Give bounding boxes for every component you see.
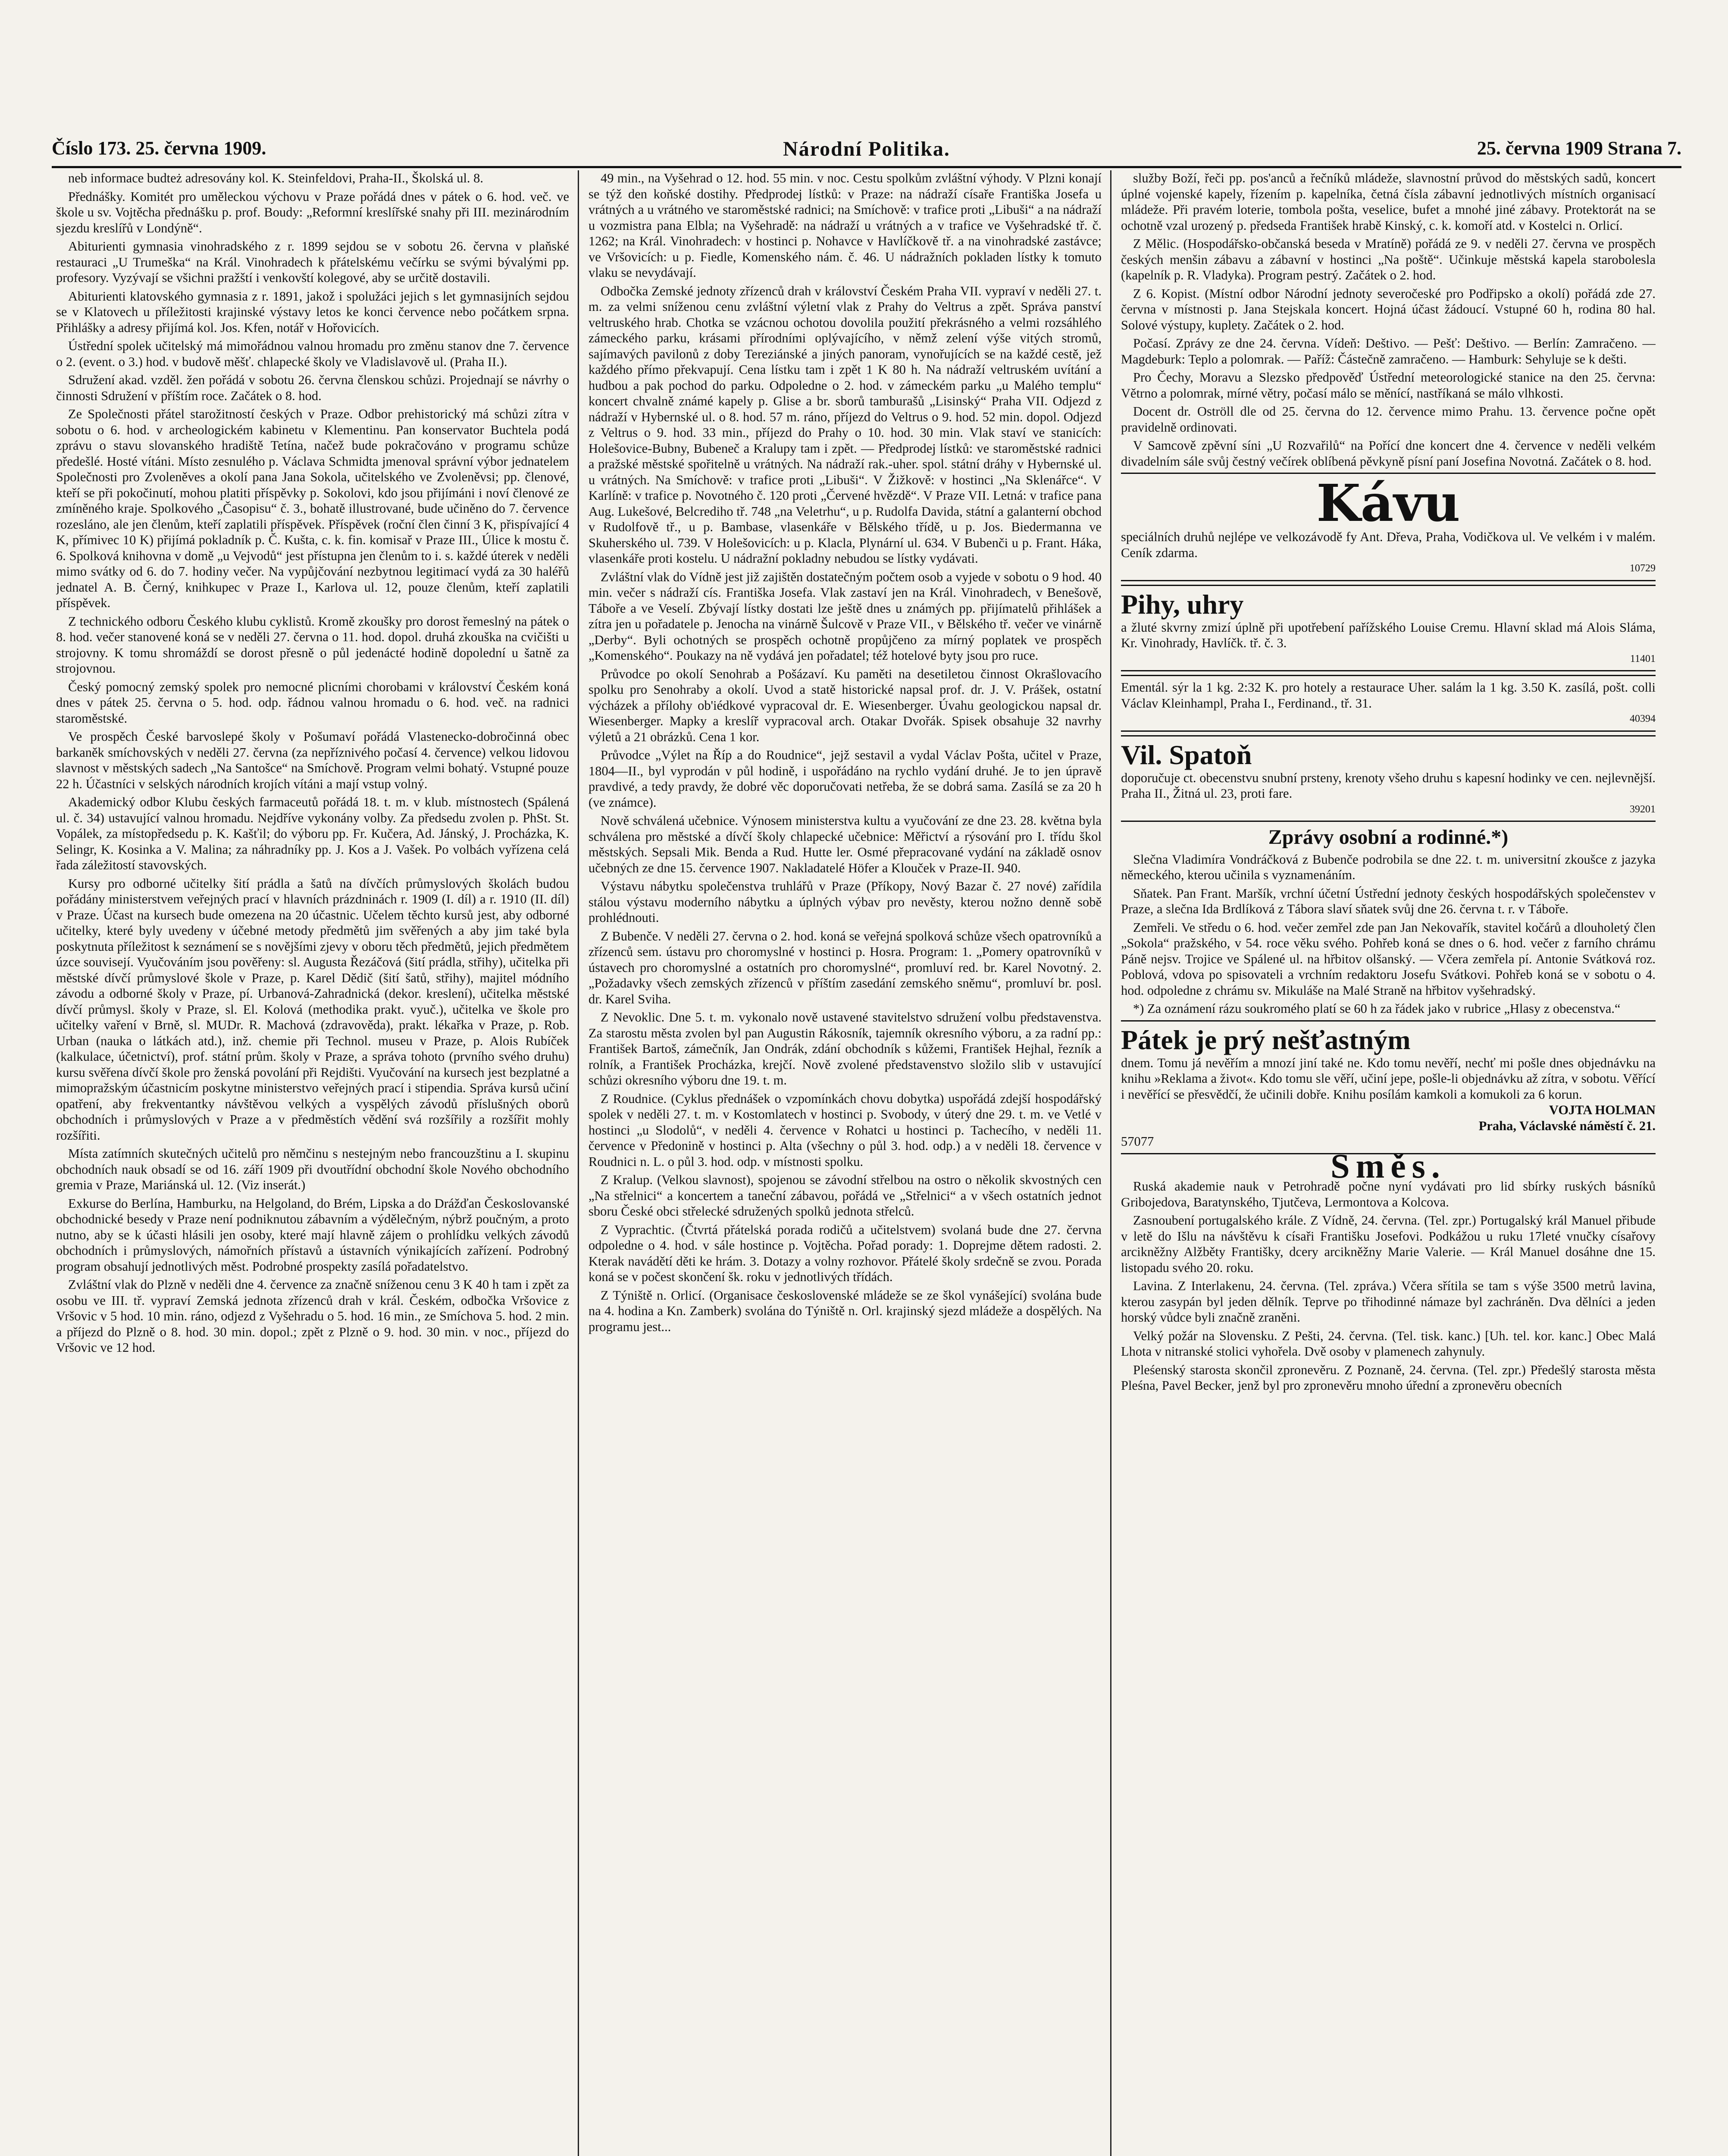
header-rule <box>52 166 1681 168</box>
ad-text: doporučuje ct. obecenstvu snubní prsteny, krenoty všeho druhu s kapesní hodinky ve cen. nejlevnější. Praha II., Žitná ul. 23, proti fare. <box>1121 770 1656 801</box>
notice: Kursy pro odborné učitelky šití prádla a šatů na dívčích průmyslových školách budou pořádány ministerstvem veřejných prací v hlavních prázdninách r. 1909 (I. díl) a r. 1910 (II. díl) v Praze. Účast na kursech bude omezena na 20 účastnic. Učelem těchto kursů jest, aby odborné učitelky, které byly uvedeny v účebné metody předmětů jim svěřených a aby jim také byla poskytnuta příležitost k seznámení se s novějšími zjevy v oboru těch předmětů, jejich předmětem úzce souvisejí. Vyučováním jsou pověřeny: sl. Augusta Řezáčová (šití prádla, střihy), učitelka při městské dívčí průmyslové škole v Praze, p. Karel Dědič (šití šatů, střihy), majitel módního závodu a odborné školy v Praze, pí. Urbanová-Zahradnická (dekor. kreslení), učitelka městské dívčí průmysl. školy v Praze, sl. El. Kolová (methodika prakt. vyuč.), učitelka ve škole pro učitelky vaření v Brně, sl. MUDr. R. Machová (zdravověda), prakt. lékařka v Praze, p. Rob. Urban (nauka o látkách atd.), inž. chemie při Technol. museu v Praze, p. Alois Rubíček (kalkulace, účetnictví), prof. státní prům. školy v Praze, a správa tohoto (prvního svého druhu) kursu svěřena dívčí škole pro ženská povolání při Rejdišti. Vyučování na kursech jest bezplatné a mimopražským účastnicím poskytne ministerstvo veřejných prací i stipendia. Správa kursů učiní opatření, aby frekventantky návštěvou velkých a vyspělých závodů příslušných oborů obchodních i průmyslových v Praze a v předměstích vědění svá rozšířily a rozšířit mohly rozšířiti. <box>56 876 569 1143</box>
advertisement-patek <box>1121 1020 1656 1154</box>
notice: 49 min., na Vyšehrad o 12. hod. 55 min. v noc. Cestu spolkům zvláštní výhody. V Plzni konají se týž den koňské dostihy. Předprodej lístků: v Praze: na nádraží císaře Františka Josefa u vrátných a u vrátného ve staroměstské radnici; na Smíchově: v trafice proti „Libuši“ a na nádraží u vozmistra pana Elbla; na Vyšehradě: na nádraží u vrátných a v trafice ve Vyšehradské tř. č. 1262; na Král. Vinohradech: v hostinci p. Nohavce v Havlíčkově tř. a na vinohradské zastávce; ve Vršovicích: u p. Fiedle, Komenského nám. č. 46. U nádražních pokladen lístky k tomuto vlaku se nevydávají. <box>589 171 1102 280</box>
notice: Ruská akademie nauk v Petrohradě počne nyní vydávati pro lid sbírky ruských básníků Gribojedova, Baratynského, Tjutčeva, Lermontova a Kolcova. <box>1121 1179 1656 1210</box>
notice: Docent dr. Oströll dle od 25. června do 12. července mimo Prahu. 13. července počne opět pravidelně ordinovati. <box>1121 404 1656 435</box>
notice: Přednášky. Komitét pro uměleckou výchovu v Praze pořádá dnes v pátek o 6. hod. več. ve škole u sv. Vojtěcha přednášku p. prof. Boudy: „Reformní kreslířské snahy při III. mezinárodním sjezdu kreslířů v Londýně“. <box>56 189 569 235</box>
notice: Z Vyprachtic. (Čtvrtá přátelská porada rodičů a učitelstvem) svolaná bude dne 27. června odpoledne o 4. hod. v sále hostince p. Vojtěcha. Pořad porady: 1. Doprejme dětem radosti. 2. Kterak navádětí děti ke hrám. 3. Dotazy a volny rozhovor. Přátelé školy srdečně se zvou. Porada koná se v počest skončení šk. roku v jednotlivých třídách. <box>589 1222 1102 1284</box>
column-1 <box>56 170 569 2156</box>
notice: Pleśenský starosta skončil zpronevěru. Z Poznaně, 24. června. (Tel. zpr.) Předešlý starosta města Pleśna, Pavel Becker, jenž byl pro zpronevěru mnoho úřední a zpronevěru obecních <box>1121 1362 1656 1393</box>
notice: Z Mělic. (Hospodářsko-občanská beseda v Mratíně) pořádá ze 9. v neděli 27. června ve prospěch českých menšin zábavu a zábavní v hostinci „Na poště“. Učinkuje městská kapela starobolesla (kapelník p. R. Vladyka). Program pestrý. Začátek o 2. hod. <box>1121 236 1656 282</box>
notice: V Samcově zpěvní síni „U Rozvařilů“ na Pořící dne koncert dne 4. července v neděli velkém divadelním sále svůj čestný večírek oblíbená pěvkyně písní paní Josefina Novotná. Začátek o 8. hod. <box>1121 438 1656 469</box>
notice: Průvodce po okolí Senohrab a Pošázaví. Ku paměti na desetiletou činnost Okrašlovacího spolku pro Senohraby a okolí. Uvod a statě historické napsal prof. dr. J. V. Prášek, ostatní výcházek a přílohy ob'iédkové vypracoval dr. E. Wiesenberger. Úvahu geologickou napsal dr. Wiesenberger. Mapky a kreslíř vypracoval arch. Otakar Dvořák. Spisek obsahuje 32 navrhy výletů a 21 obrázků. Cena 1 kor. <box>589 666 1102 744</box>
notice: Velký požár na Slovensku. Z Pešti, 24. června. (Tel. tisk. kanc.) [Uh. tel. kor. kanc.] Obec Malá Lhota v nitranské stolici vyhořela. Dvě osoby v plamenech zahynuly. <box>1121 1328 1656 1359</box>
notice: Z Nevoklic. Dne 5. t. m. vykonalo nově ustavené stavitelstvo sdružení volbu představenstva. Za starostu města zvolen byl pan Augustin Rákosník, tajemník okresního výboru, a za radní pp.: František Bartoš, zámečník, Jan Ondrák, zdání obchodník s kůžemi, František Hejhal, řezník a rolník, a František Procházka, krejčí. Nově zvolené představenstvo složilo slib v ustavující schůzi okresního výboru dne 19. t. m. <box>589 1010 1102 1087</box>
footnote: *) Za oznámení rázu soukromého platí se 60 h za řádek jako v rubrice „Hlasy z obecenstva.“ <box>1133 1001 1621 1016</box>
ad-headline: Kávu <box>1316 473 1460 533</box>
notice: Z Bubenče. V neděli 27. června o 2. hod. koná se veřejná spolková schůze všech opatrovníků a zřízenců sem. ústavu pro choromyslné v hostinci p. Hosra. Program: 1. „Pomery opatrovníků v ústavech pro choromyslné a ostatních pro choromyslné“, promluví red. br. Karel Novotný. 2. „Požadavky všech zemských zřízenců v příštím zasedání zemského sněmu“, promluví br. posl. dr. Karel Sviha. <box>589 928 1102 1006</box>
notice: Slečna Vladimíra Vondráčková z Bubenče podrobila se dne 22. t. m. universitní zkoušce z jazyka německého, kterou učinila s vyznamenáním. <box>1121 852 1656 882</box>
notice: Nově schválená učebnice. Výnosem ministerstva kultu a vyučování ze dne 23. 28. května byla schválena pro městské a dívčí školy chlapecké učebnice: Měřictví a rýsování pro I. třídu škol městských. Sepsali Mik. Benda a Rud. Hutte ler. Osmé přepracované vydání na základě osnov učebných ze dne 15. července 1907. Nakladatelé Höfer a Klouček v Praze-II. 940. <box>589 813 1102 875</box>
ad-headline: Pihy, uhry <box>1121 589 1244 620</box>
column-2 <box>589 170 1102 2156</box>
notice: Ze Společnosti přátel starožitností českých v Praze. Odbor prehistorický má schůzi zítra v sobotu o 6. hod. v archeologickém kabinetu v Klementinu. Pan konservator Buchtela podá zprávu o stavu slovanského hradiště Tetína, načež bude pokračováno v programu schůze předešlé. Hosté vítáni. Místo zesnulého p. Václava Schmidta jmenoval správní výbor jednatelem Společnosti pro Zvoleněves a okolí pana Jana Sokola, učitelského ve Zvoleněvsi; pp. členové, kteří se při pokočinutí, mohou platiti příspěvky p. Sokolovi, kdo jsou přijímáni i noví členové ze zmíněného kraje. Spolkového „Časopisu“ č. 3., bohatě illustrované, bude učiněno do 7. července rozesláno, ale jen členům, kteří zaplatili příspěvek. Příspěvek (roční člen činní 3 K, přispívající 4 K, přímivec 10 K) přijímá pokladník p. Č. Kušta, c. k. fin. komisař v Praze III., Úlice k mostu č. 6. Spolková knihovna v domě „u Vejvodů“ jest přístupna jen členům to i. s. každé úterek v neděli mimo svátky od 6. do 7. hodiny večer. Na vypůjčování nezbytnou legitimací vydá za 30 haléřů jednatel A. B. Černý, knihkupec v Praze I., Karlova ul. 12, pouze členům, kteří zaplatili příspěvek. <box>56 407 569 610</box>
section-heading-miscellany: Směs. <box>1330 1147 1446 1185</box>
notice: Abiturienti gymnasia vinohradského z r. 1899 sejdou se v sobotu 26. června v plaňské restauraci „U Trumeška“ na Král. Vinohradech k přátelskému večírku se svými bývalými pp. profesory. Vyzývají se všichni pražští i venkovští kolegové, aby se určitě dostavili. <box>56 239 569 285</box>
notice: Zvláštní vlak do Plzně v neděli dne 4. července za značně sníženou cenu 3 K 40 h tam i zpět za osobu ve III. tř. vypraví Zemská jednota zřízenců drah v král. Českém, odbočka Vršovice z Vršovic v 5 hod. 10 min. ráno, odjezd z Vyšehradu o 5. hod. 16 min., ze Smíchova 5. hod. 2 min. a příjezd do Plzně o 8. hod. 30 min. dopol.; zpět z Plzně o 9. hod. 30 min. v noc., příjezd do Vršovic ve 12 hod. <box>56 1277 569 1355</box>
ad-number: 11401 <box>1630 653 1656 664</box>
notice: Ve prospěch České barvoslepé školy v Pošumaví pořádá Vlastenecko-dobročinná obec barkaněk smíchovských v neděli 27. června (za nepříznivého počasí 4. července) velkou lidovou slavnost v městských sadech „Na Santošce“ na Smíchově. Program velmi bohatý. Vstupné pouze 22 h. Účastníci v selských národních krojích vítáni a mají vstup volný. <box>56 729 569 791</box>
notice: Český pomocný zemský spolek pro nemocné plicními chorobami v království Českém koná dnes v pátek 25. června o 5. hod. odp. řádnou valnou hromadu o 6. hod. več. na radnici staroměstské. <box>56 679 569 726</box>
advertisement-spaton <box>1121 735 1656 822</box>
notice: služby Boží, řeči pp. pos'anců a řečníků mládeže, slavnostní průvod do městských sadů, koncert úplné vojenské kapely, řízením p. kapelníka, četná čísla zábavní jednotlivých místních organisací mládeže. Při pravém loterie, tombola pošta, veselice, bufet a mnohé jiné zábavy. Protektorát na se ochotně vzal urozený p. předseda František hrabě Kinský, c. k. komoří atd. v Kostelci n. Orlicí. <box>1121 171 1656 233</box>
notice: Z technického odboru Českého klubu cyklistů. Kromě zkoušky pro dorost řemeslný na pátek o 8. hod. večer stanovené koná se v neděli 27. června o 11. hod. dopol. druhá zkouška na cvičišti u strojovny. K tomu shromáždí se dorost přesně o půl jedenácté hodině dopolední u šatně za strojovnou. <box>56 614 569 676</box>
notice: Abiturienti klatovského gymnasia z r. 1891, jakož i spolužáci jejich s let gymnasijních sejdou se v Klatovech u příležitosti krajinské výstavy letos ke konci července nebo počátkem srpna. Přihlášky a adresy přijímá kol. Jos. Kfen, notář v Hořovicích. <box>56 288 569 335</box>
ad-headline: Pátek je prý nešťastným <box>1121 1024 1411 1055</box>
column-divider <box>578 170 579 2156</box>
column-3 <box>1121 170 1656 2156</box>
ad-number: 39201 <box>1630 803 1656 815</box>
notice: Počasí. Zprávy ze dne 24. června. Vídeň: Deštivo. — Pešť: Deštivo. — Berlín: Zamračeno. — Magdeburk: Teplo a polomrak. — Paříž: Částečně zamračeno. — Hamburk: Sehyluje se k dešti. <box>1121 336 1656 367</box>
advertisement-pihy <box>1121 585 1656 672</box>
ad-address: Praha, Václavské náměstí č. 21. <box>1478 1118 1656 1133</box>
notice: Zvláštní vlak do Vídně jest již zajištěn dostatečným počtem osob a vyjede v sobotu o 9 hod. 40 min. večer s nádraží cís. Františka Josefa. Vlak zastaví jen na Král. Vinohradech, v Benešově, Táboře a ve Veselí. Zbývají lístky dostati lze ještě dnes u známých pp. přijímatelů přihlášek a zítra jen u pořadatele p. Jenocha na vinárně Šulcově v Praze VII., v Bělského tř. večer ve vinárně „Derby“. Byli ochotných se prospěch ochotně propůjčeno za mírný poplatek ve prospěch „Komenského“. Poukazy na ně vydává jen pořadatel; též hotelové byty jsou pro ruce. <box>589 569 1102 663</box>
notice: Zemřeli. Ve středu o 6. hod. večer zemřel zde pan Jan Nekovařík, stavitel kočárů a dlouholetý člen „Sokola“ pražského, v 54. roce věku svého. Pohřeb koná se dnes o 6. hod. večer z farního chrámu Páně nejsv. Trojice ve Spálené ul. na hřbitov olšanský. — Včera zemřela pí. Antonie Svátková roz. Poblová, vdova po spisovateli a vrchním redaktoru Josefu Svátkovi. Pohřeb koná se v sobotu o 4. hod. odpoledne z chrámu sv. Mikuláše na Malé Straně na hřbitov vyšehradský. <box>1121 920 1656 998</box>
notice: Místa zatímních skutečných učitelů pro němčinu s nestejným nebo francouzštinu a I. skupinu obchodních nauk obsadí se od 16. září 1909 při dvoutřídní obchodní škole Nového obchodního gremia v Praze, Mariánská ul. 12. (Viz inserát.) <box>56 1146 569 1192</box>
notice: Z Týniště n. Orlicí. (Organisace československé mládeže se ze škol vynášející) svolána bude na 4. hodina a Kn. Zamberk) svolána do Týniště n. Orl. krajinský sjezd mládeže a dospělých. Na programu jest... <box>589 1288 1102 1334</box>
column-divider <box>1110 170 1111 2156</box>
advertisement-kavu <box>1121 473 1656 581</box>
newspaper-title: Národní Politika. <box>783 138 950 160</box>
section-heading-personal: Zprávy osobní a rodinné.*) <box>1268 826 1509 849</box>
notice: Z 6. Kopist. (Místní odbor Národní jednoty severočeské pro Podřipsko a okolí) pořádá zde 27. června v místnosti p. Jana Stejskala koncert. Hojná účast žádoucí. Vstupné 60 h, rodina 80 hal. Solové výstupy, kuplety. Začátek o 2. hod. <box>1121 286 1656 332</box>
advertisement-emental <box>1121 675 1656 732</box>
issue-number: Číslo 173. 25. června 1909. <box>52 138 266 159</box>
ad-text: dnem. Tomu já nevěřím a mnozí jiní také ne. Kdo tomu nevěří, nechť mi pošle dnes objednávku na knihu »Reklama a život«. Kdo tomu sle věří, učiní jepe, pošle-li objednávku až zítra, v sobotu. Věřící i nevěřící se přesvědčí, že učinili dobře. Knihu posílám kamkoli a komukoli za 6 korun. <box>1121 1055 1656 1102</box>
notice: Výstavu nábytku společenstva truhlářů v Praze (Příkopy, Nový Bazar č. 27 nové) zařídila stálou výstavu moderního nábytku a úplných výbav pro nevěsty, kterou nožno denně sobě prohlédnouti. <box>589 879 1102 925</box>
ad-number: 40394 <box>1630 713 1656 724</box>
notice: Sňatek. Pan Frant. Maršík, vrchní účetní Ústřední jednoty českých hospodářských společenstev v Praze, a slečna Ida Brdlíková z Tábora slaví sňatek svůj dne 26. června t. r. v Táboře. <box>1121 886 1656 916</box>
notice: neb informace budteż adresovány kol. K. Steinfeldovi, Praha-II., Školská ul. 8. <box>68 171 484 185</box>
notice: Akademický odbor Klubu českých farmaceutů pořádá 18. t. m. v klub. místnostech (Spálená ul. č. 34) ustavující valnou hromadu. Nejdříve vykonány volby. Za předsedu zvolen p. PhSt. St. Vopálek, za místopředsedu p. K. Kašťil; do výboru pp. Fr. Kučera, Ad. Jánský, J. Procházka, K. Selingr, K. Kosinka a V. Malina; za náhradníky pp. J. Kos a J. Vašek. Po volbách vyřízena celá řada záležitostí stavovských. <box>56 795 569 872</box>
notice: Zasnoubení portugalského krále. Z Vídně, 24. června. (Tel. zpr.) Portugalský král Manuel přibude v letě do Išlu na návštěvu k císaři Františku Josefovi. Podkážou u ruku 17leté vnučky císařovy arcikněžny Alžběty Františky, dcery arcikněžny Marie Valerie. — Král Manuel dosáhne dne 15. listopadu svého 20. roku. <box>1121 1213 1656 1275</box>
notice: Odbočka Zemské jednoty zřízenců drah v království Českém Praha VII. vypraví v neděli 27. t. m. za velmi sníženou cenu zvláštní výletní vlak z Prahy do Veltrus a zpět. Správa panství veltruského hrab. Chotka se vzácnou ochotou dovolila použití překrásného a velmi rozsáhlého zámeckého parku, krásami přírodními oplývajícího, v němž zelení výše vitých stromů, sajímavých pavilonů z doby Tereziánské a jiných panoram, vynořujících se na každé cestě, jež každého přímo překvapují. Cena lístku tam i zpět 1 K 80 h. Na nádraží veltruském uvítání a hudbou a pak pochod do parku. Odpoledne o 2. hod. v zámeckém parku „u Malého templu“ koncert chvalně známé kapely p. Glise a br. sborů tamburašů „Lisinský“ Praha VII. Odjezd z nádraží v Hybernské ul. o 8. hod. 57 m. ráno, příjezd do Veltrus o 9. hod. 52 min. dopol. Odjezd z Veltrus o 9. hod. 33 min., příjezd do Prahy o 10. hod. 30 min. Vlak staví ve stanicích: Holešovice-Bubny, Bubeneč a Kralupy tam i zpět. — Předprodej lístků: ve staroměstské radnici a pražské městské spořitelně u vrátných. Na nádraží rak.-uher. spol. státní dráhy v Hybernské ul. u vrátných. Na Smíchově: v trafice proti „Libuši“. V Žižkově: v hostinci „Na Sklenářce“. V Karlíně: v trafice p. Novotného č. 120 proti „Červené hvězdě“. V Praze VII. Letná: v trafice pana Aug. Lukešové, Belcrediho tř. 748 „na Veletrhu“, u p. Rudolfa Davida, státní a galanterní obchod v Rudolfově tř., u p. Bambase, vlasenkáře v Bělského třídě, u p. Jos. Biedermanna ve Skuherského ul. 739. V Holešovicích: u p. Klacla, Plynární ul. 634. V Bubenči u p. Frant. Háka, vlasenkáře proti kostelu. U nádražní pokladny nebudou se lístky vydávati. <box>589 283 1102 566</box>
ad-signature: VOJTA HOLMAN <box>1549 1103 1656 1117</box>
ad-number: 57077 <box>1121 1134 1154 1149</box>
notice: Lavina. Z Interlakenu, 24. června. (Tel. zpráva.) Včera sřítila se tam s výše 3500 metrů lavina, kterou zasypán byl jeden dělník. Teprve po třihodinné námaze byl zachráněn. Dva dělníci a jeden horský vůdce byli značně zraněni. <box>1121 1279 1656 1325</box>
ad-text: speciálních druhů nejlépe ve velkozávodě fy Ant. Dřeva, Praha, Vodičkova ul. Ve velkém i v malém. Ceník zdarma. <box>1121 530 1656 560</box>
page-header <box>52 137 1681 163</box>
notice: Ústřední spolek učitelský má mimořádnou valnou hromadu pro změnu stanov dne 7. července o 2. (event. o 3.) hod. v budově měšť. chlapecké školy ve Vladislavově ul. (Praha II.). <box>56 338 569 369</box>
ad-number: 10729 <box>1630 563 1656 574</box>
notice: Sdružení akad. vzděl. žen pořádá v sobotu 26. června členskou schůzi. Projednají se návrhy o činnosti Sdružení v příštím roce. Začátek o 8. hod. <box>56 373 569 403</box>
notice: Z Roudnice. (Cyklus přednášek o vzpomínkách chovu dobytka) uspořádá zdejší hospodářský spolek v neděli 27. t. m. v Kostomlatech v hostinci p. Svobody, v úterý dne 29. t. m. ve Vetlé v hostinci „u Slodolů“, v neděli 4. července v Rohatci u hostinci p. Tachecího, v neděli 11. července v Předonině v hostinci p. Alta (všechny o půl 3. hod. odp.) a v neděli 18. července v Roudnici n. L. o půl 3. hod. odp. v místnosti spolku. <box>589 1091 1102 1169</box>
ad-text: Ementál. sýr la 1 kg. 2:32 K. pro hotely a restaurace Uher. salám la 1 kg. 3.50 K. zasílá, pošt. colli Václav Kleinhampl, Praha I., Ferdinand., tř. 31. <box>1121 680 1656 711</box>
notice: Exkurse do Berlína, Hamburku, na Helgoland, do Brém, Lipska a do Drážďan Českoslovanské obchodnické besedy v Praze není podniknutou zábavním a výdělečným, nýbrž poučným, a proto nutno, aby se k účasti hlásili jen osoby, které mají hlavně zájem o prohlídku velkých závodů obchodních i průmyslových, námořních přístavů a ústavních výnikajících zařízení. Podrobný program obsahují jednotlivých měst. Podrobné prospekty zasílá pořadatelstvo. <box>56 1196 569 1274</box>
ad-text: a žluté skvrny zmizí úplně při upotřebení pařížského Louise Cremu. Hlavní sklad má Alois Sláma, Kr. Vinohrady, Havlíčk. tř. č. 3. <box>1121 620 1656 650</box>
notice: Pro Čechy, Moravu a Slezsko předpověď Ústřední meteorologické stanice na den 25. června: Větrno a polomrak, mírné větry, počasí málo se měnící, nastříkaná se málo vlhkosti. <box>1121 370 1656 401</box>
notice: Průvodce „Výlet na Říp a do Roudnice“, jejž sestavil a vydal Václav Pošta, učitel v Praze, 1804—II., byl vyprodán v půl hodině, i uspořádáno na rychlo vydání druhé. Je to jen úpravě pravdivé, a tedy pravdy, že dobré věc doporučovati netřeba, že se dobrá sama. Zasílá se za 20 h (ve známce). <box>589 748 1102 810</box>
notice: Z Kralup. (Velkou slavnost), spojenou se závodní střelbou na ostro o několik skvostných cen „Na střelnici“ a koncertem a taneční zábavou, pořádá ve „Střelnici“ a v všech ostatních jednot sboru České obci střelecké sdružených spolků jednota střelců. <box>589 1172 1102 1219</box>
page-number: 25. června 1909 Strana 7. <box>1477 138 1681 159</box>
ad-headline: Vil. Spatoň <box>1121 739 1252 770</box>
